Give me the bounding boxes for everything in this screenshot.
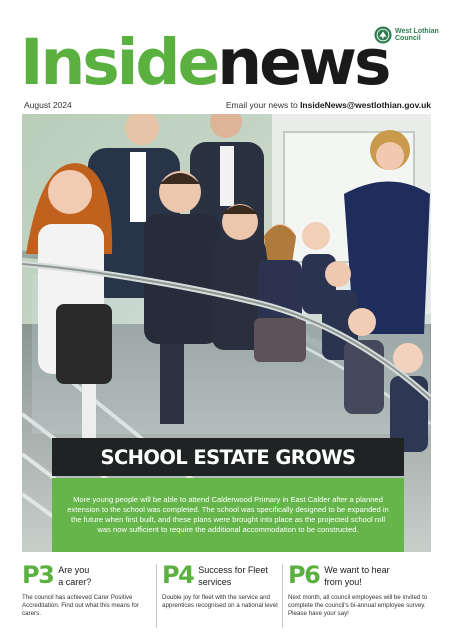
email-prefix: Email your news to (225, 100, 301, 110)
email-address-link[interactable]: InsideNews@westlothian.gov.uk (300, 100, 431, 110)
teaser-page-number: P6 (288, 561, 320, 589)
teaser-p3[interactable] (22, 562, 150, 618)
teaser-title-line1: Success for Fleet (198, 565, 268, 575)
teaser-title-line2: services (198, 577, 232, 587)
teaser-p4[interactable] (162, 562, 290, 610)
teaser-strip (22, 562, 434, 634)
teaser-title (58, 562, 91, 588)
council-name-line2: Council (395, 35, 421, 42)
teaser-page-number: P3 (22, 561, 54, 589)
lead-headline: SCHOOL ESTATE GROWS (100, 445, 356, 469)
teaser-divider (156, 564, 157, 628)
masthead-title (20, 26, 432, 99)
teaser-head (22, 562, 150, 592)
teaser-description: The council has achieved Carer Positive Accreditation. Find out what this means for carers. (22, 594, 139, 617)
lead-summary: More young people will be able to attend Calderwood Primary in East Calder after a planned extension to the school was completed. The school was specifically designed to be expanded in the future when first built, and these plans were brought into place as the projected school roll was now sufficient to require the additional accommodation to be constructed. (67, 494, 389, 535)
teaser-title-line2: a carer? (58, 577, 92, 587)
teaser-description: Double joy for fleet with the service and apprentices recognised on a national level (162, 594, 278, 609)
teaser-title (324, 562, 389, 588)
teaser-head (162, 562, 290, 592)
masthead-inside: Inside (20, 26, 218, 99)
teaser-title (198, 562, 268, 588)
lead-summary-box (52, 478, 404, 552)
masthead-news: news (217, 26, 389, 99)
council-name-line1: West Lothian (395, 27, 439, 35)
lead-headline-banner (52, 438, 404, 476)
teaser-title-line1: Are you (58, 565, 90, 575)
teaser-page-number: P4 (162, 561, 194, 589)
teaser-head (288, 562, 434, 592)
teaser-title-line2: from you! (324, 577, 362, 587)
teaser-description: Next month, all council employees will be invited to complete the council's bi-annual employee survey. Please have your say! (288, 594, 428, 617)
issue-date: August 2024 (24, 100, 72, 110)
teaser-p6[interactable] (288, 562, 434, 618)
teaser-title-line1: We want to hear (324, 565, 390, 575)
teaser-divider (282, 564, 283, 628)
email-line (226, 100, 431, 110)
